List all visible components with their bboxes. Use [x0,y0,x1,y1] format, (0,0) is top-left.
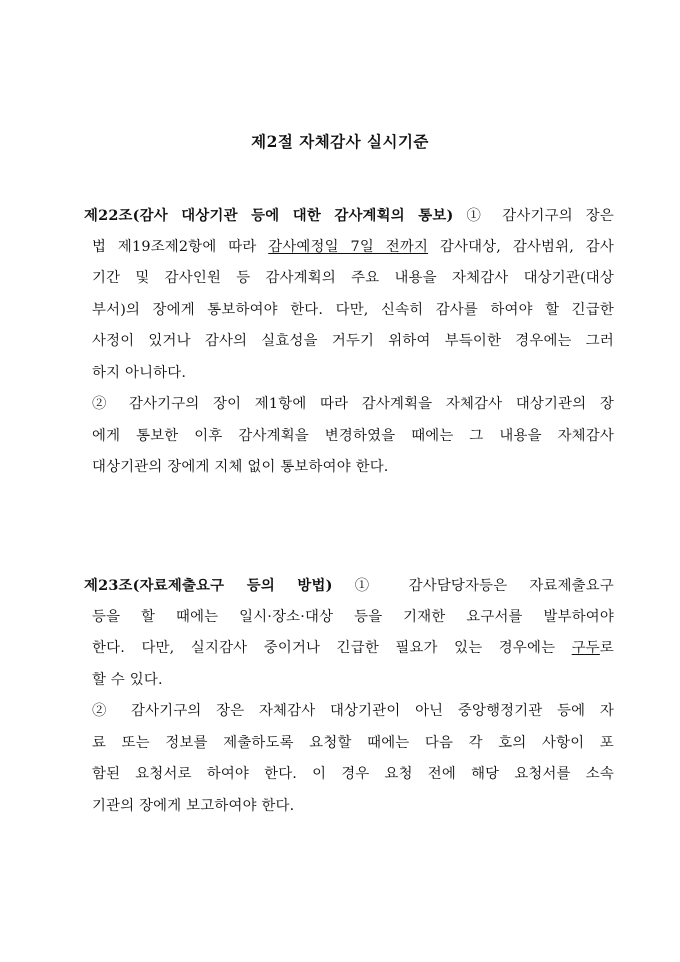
article-22-text: 법 제19조제2항에 따라 [92,238,269,255]
article-23-line-8: 기관의 장에게 보고하여야 한다. [92,797,295,814]
article-22-heading: 제22조(감사 대상기관 등에 대한 감사계획의 통보) [84,207,454,224]
article-22-line-7: ② 감사기구의 장이 제1항에 따라 감사계획을 자체감사 대상기관의 장 [92,396,614,412]
article-23-line-7: 함된 요청서로 하여야 한다. 이 경우 요청 전에 해당 요청서를 소속 [92,766,614,782]
article-22-line-3: 기간 및 감사인원 등 감사계획의 주요 내용을 자체감사 대상기관(대상 [92,270,614,286]
article-23-text: 로 [599,640,614,656]
article-22-text: ① 감사기구의 장은 [466,208,614,224]
article-23-line-1 [84,570,614,602]
article-23-line-6: 료 또는 정보를 제출하도록 요청할 때에는 다음 각 호의 사항이 포 [92,734,614,751]
article-23-text: 한다. 다만, 실지감사 중이거나 긴급한 필요가 있는 경우에는 [92,640,572,656]
article-22-line-2 [84,232,614,264]
article-22-line-9: 대상기관의 장에게 지체 없이 통보하여야 한다. [92,459,389,475]
underlined-deadline: 감사예정일 7일 전까지 [268,238,429,255]
article-22-line-6: 하지 아니하다. [92,364,187,381]
article-22-line-5: 사정이 있거나 감사의 실효성을 거두기 위하여 부득이한 경우에는 그러 [92,333,614,349]
article-23 [84,570,614,822]
article-22-text: 감사대상, 감사범위, 감사 [428,238,614,255]
article-23-line-4: 할 수 있다. [92,671,163,688]
article-23-line-2: 등을 할 때에는 일시·장소·대상 등을 기재한 요구서를 발부하여야 [92,608,614,625]
section-title: 제2절 자체감사 실시기준 [251,132,429,151]
article-22-line-1 [84,200,614,232]
article-22-line-8: 에게 통보한 이후 감사계획을 변경하였을 때에는 그 내용을 자체감사 [92,427,614,444]
article-23-text: ① 감사담당자등은 자료제출요구 [354,578,614,594]
article-23-heading: 제23조(자료제출요구 등의 방법) [84,577,333,594]
underlined-verbal: 구두 [571,640,600,656]
article-23-line-3 [84,633,614,665]
article-22 [84,200,614,484]
article-23-line-5: ② 감사기구의 장은 자체감사 대상기관이 아닌 중앙행정기관 등에 자 [92,703,614,719]
article-22-line-4: 부서)의 장에게 통보하여야 한다. 다만, 신속히 감사를 하여야 할 긴급한 [92,301,614,318]
